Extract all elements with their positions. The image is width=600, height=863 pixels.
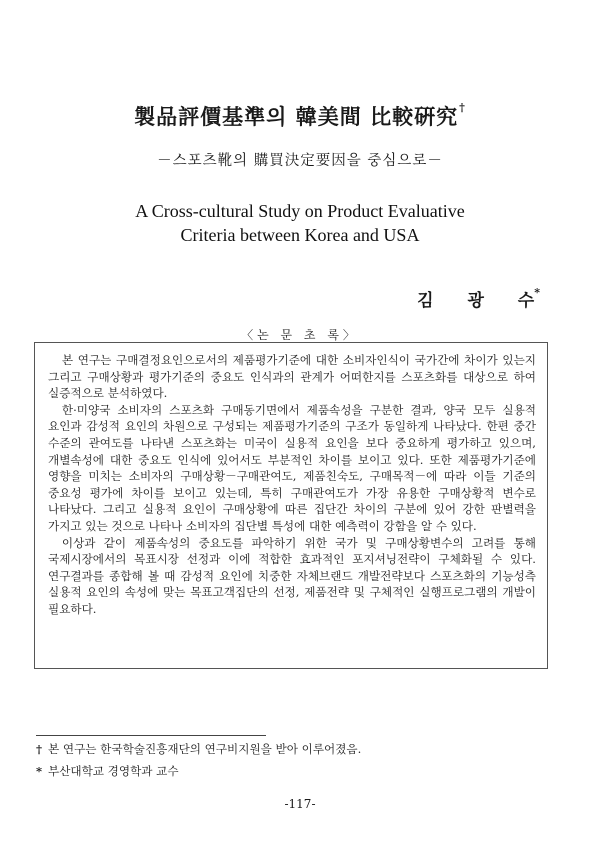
title-footnote-mark: † bbox=[459, 101, 466, 114]
paper-title-text: 製品評價基準의 韓美間 比較硏究 bbox=[134, 104, 459, 129]
footnote-funding bbox=[36, 741, 361, 757]
footnote-text: 부산대학교 경영학과 교수 bbox=[48, 764, 179, 778]
abstract-body bbox=[48, 352, 536, 618]
author-name-text: 김 광 수 bbox=[417, 291, 535, 311]
abstract-paragraph: 본 연구는 구매결정요인으로서의 제품평가기준에 대한 소비자인식이 국가간에 차이가 있는지 그리고 구매상황과 평가기준의 중요도 인식과의 관계가 어떠한지를 스포츠화를 대상으로 하여 실증적으로 분석하였다. bbox=[48, 353, 536, 401]
footnote-divider bbox=[36, 735, 266, 736]
english-title-line-2: Criteria between Korea and USA bbox=[180, 225, 420, 245]
page-number: -117- bbox=[284, 797, 316, 811]
footnote-text: 본 연구는 한국학술진흥재단의 연구비지원을 받아 이루어졌음. bbox=[48, 742, 362, 756]
english-title bbox=[0, 199, 600, 247]
abstract-paragraph: 한·미양국 소비자의 스포츠화 구매동기면에서 제품속성을 구분한 결과, 양국 모두 실용적 요인과 감성적 요인의 차원으로 구성되는 제품평가기준의 구조가 동일하게 나타났다. 한편 중간 수준의 관여도를 나타낸 스포츠화는 미국이 실용적 요인을 보다 중요하게 평가하고 있으며, 개별속성에 대한 중요도 인식에 있어서도 부분적인 차이를 보이고 있다. 또한 제품평가기준에 영향을 미치는 소비자의 구매상황－구매관여도, 제품친숙도, 구매목적－에 따라 이들 기준의 중요성 평가에 차이를 보이고 있는데, 특히 구매관여도가 가장 유용한 구매상황적 변수로 나타났다. 그리고 실용적 요인이 구매상황에 따른 집단간 차이의 구분에 있어 강한 판별력을 가지고 있는 것으로 나타나 소비자의 집단별 특성에 대한 예측력이 강함을 알 수 있다. bbox=[48, 402, 536, 533]
paper-title bbox=[0, 101, 600, 131]
abstract-label-text: 〈논 문 초 록〉 bbox=[237, 328, 363, 342]
author-name bbox=[417, 286, 540, 311]
abstract-paragraph: 이상과 같이 제품속성의 중요도를 파악하기 위한 국가 및 구매상황변수의 고려를 통해 국제시장에서의 목표시장 선정과 이에 적합한 효과적인 포지셔닝전략이 구체화될 수 있다. 연구결과를 종합해 볼 때 감성적 요인에 치중한 자체브랜드 개발전략보다 스포츠화의 기능성측 실용적 요인의 속성에 맞는 목표고객집단의 선정, 제품전략 및 구체적인 실행프로그램의 개발이 필요하다. bbox=[48, 535, 536, 616]
paper-subtitle: －스포츠靴의 購買決定要因을 중심으로－ bbox=[157, 153, 443, 169]
footnote-mark: † bbox=[36, 742, 43, 756]
footnote-affiliation bbox=[36, 763, 179, 779]
author-footnote-mark: * bbox=[534, 286, 540, 299]
footnote-mark: * bbox=[36, 764, 43, 778]
abstract-label bbox=[0, 326, 600, 343]
english-title-line-1: A Cross-cultural Study on Product Evaluative bbox=[135, 201, 465, 221]
